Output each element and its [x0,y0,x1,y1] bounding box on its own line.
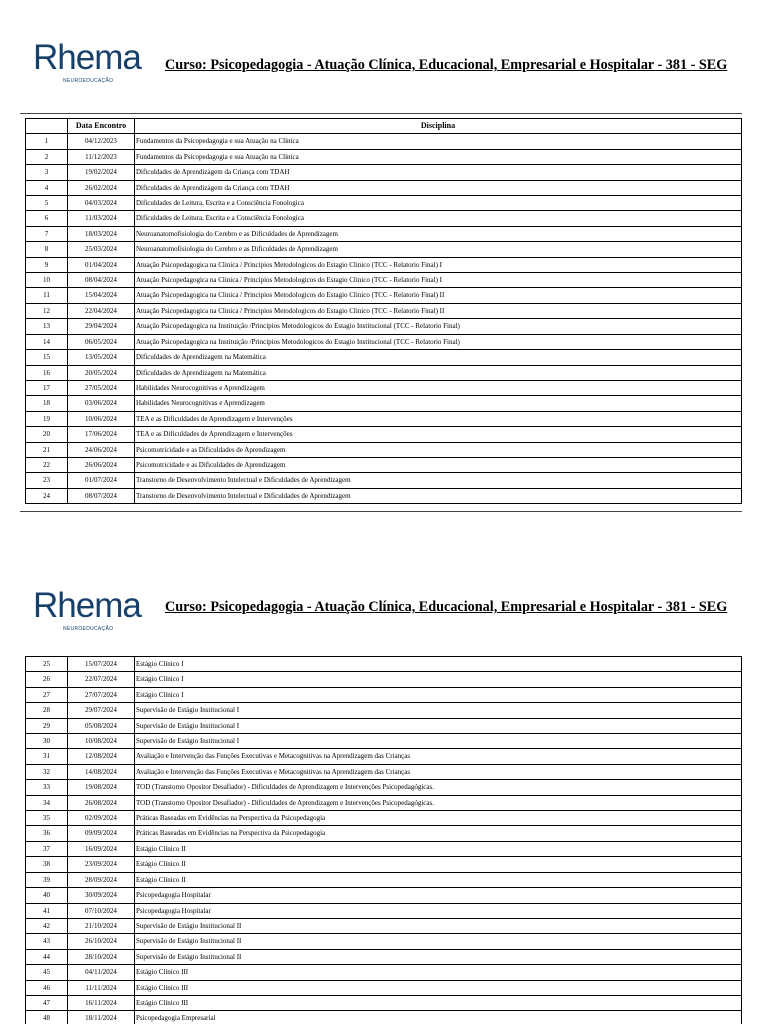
table-body [26,134,742,504]
row-discipline: Habilidades Neurocognitivas e Aprendizagem [135,380,742,395]
row-number: 15 [26,350,68,365]
row-date: 20/05/2024 [68,365,135,380]
table-row [26,780,742,795]
table-row [26,918,742,933]
row-date: 21/10/2024 [68,918,135,933]
row-number: 29 [26,718,68,733]
row-number: 40 [26,888,68,903]
row-date: 11/12/2023 [68,149,135,164]
row-date: 24/06/2024 [68,442,135,457]
row-number: 3 [26,165,68,180]
table-row [26,427,742,442]
row-date: 18/03/2024 [68,226,135,241]
row-discipline: Estágio Clínico II [135,872,742,887]
row-date: 26/06/2024 [68,457,135,472]
row-discipline: Atuação Psicopedagogica na Clinica / Principios Metodologicos do Estagio Clinico (TCC - Relatorio Final) II [135,288,742,303]
row-date: 04/03/2024 [68,196,135,211]
row-discipline: Supervisão de Estágio Institucional II [135,949,742,964]
table-row [26,134,742,149]
row-date: 19/02/2024 [68,165,135,180]
row-date: 28/09/2024 [68,872,135,887]
table-row [26,687,742,702]
page-header [0,540,768,650]
row-date: 30/09/2024 [68,888,135,903]
row-number: 31 [26,749,68,764]
table-row [26,703,742,718]
table-header-row [26,119,742,134]
table-row [26,211,742,226]
table-row [26,380,742,395]
row-discipline: Dificuldades de Leitura, Escrita e a Consciência Fonologica [135,211,742,226]
row-date: 03/06/2024 [68,396,135,411]
row-number: 2 [26,149,68,164]
table-row [26,826,742,841]
row-number: 25 [26,657,68,672]
row-discipline: Estágio Clínico I [135,672,742,687]
row-discipline: Supervisão de Estágio Institucional I [135,718,742,733]
rhema-logo [33,588,145,638]
course-title: Curso: Psicopedagogia - Atuação Clínica, Educacional, Empresarial e Hospitalar - 381 - SEG [165,57,728,73]
row-number: 44 [26,949,68,964]
table-row [26,965,742,980]
table-row [26,995,742,1010]
row-discipline: Dificuldades de Aprendizagem da Criança com TDAH [135,180,742,195]
row-date: 13/05/2024 [68,350,135,365]
row-number: 43 [26,934,68,949]
table-row [26,841,742,856]
table-row [26,180,742,195]
table-body [26,657,742,1024]
row-number: 37 [26,841,68,856]
header-rule [20,113,742,114]
row-discipline: Estágio Clínico II [135,841,742,856]
row-discipline: Supervisão de Estágio Institucional I [135,703,742,718]
row-date: 05/08/2024 [68,718,135,733]
row-date: 15/07/2024 [68,657,135,672]
table-row [26,718,742,733]
row-discipline: Dificuldades de Aprendizagem na Matemática [135,350,742,365]
table-row [26,319,742,334]
row-number: 1 [26,134,68,149]
row-number: 47 [26,995,68,1010]
row-date: 01/07/2024 [68,473,135,488]
table-row [26,165,742,180]
row-discipline: Neuroanatomofisiologia do Cerebro e as Dificuldades de Aprendizagem [135,226,742,241]
row-date: 16/09/2024 [68,841,135,856]
row-discipline: Dificuldades de Aprendizagem na Matemática [135,365,742,380]
row-number: 13 [26,319,68,334]
row-date: 22/07/2024 [68,672,135,687]
row-discipline: Psicomotricidade e as Dificuldades de Aprendizagem [135,442,742,457]
row-number: 16 [26,365,68,380]
table-row [26,396,742,411]
row-date: 08/04/2024 [68,273,135,288]
row-date: 04/11/2024 [68,965,135,980]
schedule-table [25,118,742,504]
rhema-logo [33,40,145,90]
row-number: 23 [26,473,68,488]
row-discipline: Neuroanatomofisiologia do Cerebro e as Dificuldades de Aprendizagem [135,242,742,257]
row-number: 32 [26,764,68,779]
row-number: 27 [26,687,68,702]
row-date: 22/04/2024 [68,303,135,318]
row-discipline: Habilidades Neurocognitivas e Aprendizagem [135,396,742,411]
row-number: 38 [26,857,68,872]
row-number: 21 [26,442,68,457]
table-row [26,795,742,810]
row-date: 29/04/2024 [68,319,135,334]
table-row [26,196,742,211]
table-row [26,257,742,272]
row-discipline: Psicopedagogia Empresarial [135,1011,742,1024]
row-discipline: Práticas Baseadas em Evidências na Perspectiva da Psicopedagogia [135,811,742,826]
row-discipline: Estágio Clínico III [135,965,742,980]
table-row [26,1011,742,1024]
row-date: 07/10/2024 [68,903,135,918]
course-title: Curso: Psicopedagogia - Atuação Clínica, Educacional, Empresarial e Hospitalar - 381 - SEG [165,599,728,615]
row-date: 06/05/2024 [68,334,135,349]
logo-wordmark: Rhema [33,38,141,77]
table-row [26,473,742,488]
row-discipline: Transtorno de Desenvolvimento Intelectual e Dificuldades de Aprendizagem [135,473,742,488]
row-date: 11/03/2024 [68,211,135,226]
row-date: 09/09/2024 [68,826,135,841]
row-date: 10/06/2024 [68,411,135,426]
row-date: 12/08/2024 [68,749,135,764]
row-discipline: Estágio Clínico III [135,995,742,1010]
row-discipline: Psicopedagogia Hospitalar [135,903,742,918]
row-number: 33 [26,780,68,795]
row-date: 26/10/2024 [68,934,135,949]
row-date: 02/09/2024 [68,811,135,826]
table-row [26,903,742,918]
row-number: 14 [26,334,68,349]
row-date: 26/02/2024 [68,180,135,195]
row-discipline: Estágio Clínico I [135,657,742,672]
page-2 [0,540,768,1024]
row-number: 26 [26,672,68,687]
table-row [26,749,742,764]
row-number: 48 [26,1011,68,1024]
row-date: 19/08/2024 [68,780,135,795]
row-number: 30 [26,734,68,749]
table-row [26,226,742,241]
row-number: 17 [26,380,68,395]
row-discipline: Transtorno de Desenvolvimento Intelectual e Dificuldades de Aprendizagem [135,488,742,503]
footer-rule [20,511,742,512]
row-discipline: Estágio Clínico III [135,980,742,995]
row-number: 20 [26,427,68,442]
row-discipline: Avaliação e Intervenção das Funções Executivas e Metacognitivas na Aprendizagem das Crianças [135,749,742,764]
row-date: 10/08/2024 [68,734,135,749]
row-date: 16/11/2024 [68,995,135,1010]
row-number: 42 [26,918,68,933]
row-number: 41 [26,903,68,918]
table-row [26,457,742,472]
row-date: 01/04/2024 [68,257,135,272]
table-row [26,365,742,380]
table-row [26,672,742,687]
row-discipline: Atuação Psicopedagogica na Clinica / Principios Metodologicos do Estagio Clinico (TCC - Relatorio Final) I [135,257,742,272]
row-date: 29/07/2024 [68,703,135,718]
row-discipline: Práticas Baseadas em Evidências na Perspectiva da Psicopedagogia [135,826,742,841]
row-number: 36 [26,826,68,841]
row-number: 5 [26,196,68,211]
row-date: 04/12/2023 [68,134,135,149]
table-row [26,350,742,365]
row-number: 18 [26,396,68,411]
table-row [26,811,742,826]
row-discipline: Supervisão de Estágio Institucional II [135,918,742,933]
row-date: 28/10/2024 [68,949,135,964]
table-row [26,149,742,164]
row-number: 28 [26,703,68,718]
row-number: 7 [26,226,68,241]
header-num [26,119,68,134]
row-number: 4 [26,180,68,195]
row-number: 10 [26,273,68,288]
table-row [26,242,742,257]
row-date: 25/03/2024 [68,242,135,257]
row-number: 22 [26,457,68,472]
table-row [26,334,742,349]
row-discipline: Estágio Clínico I [135,687,742,702]
row-number: 11 [26,288,68,303]
row-number: 8 [26,242,68,257]
row-date: 14/08/2024 [68,764,135,779]
row-number: 24 [26,488,68,503]
row-discipline: Fundamentos da Psicopedagogia e sua Atuação na Clínica [135,134,742,149]
row-discipline: TEA e as Dificuldades de Aprendizagem e Intervenções [135,411,742,426]
row-number: 19 [26,411,68,426]
logo-subtitle: NEUROEDUCAÇÃO [63,626,114,632]
row-date: 27/07/2024 [68,687,135,702]
row-number: 9 [26,257,68,272]
table-row [26,888,742,903]
logo-subtitle: NEUROEDUCAÇÃO [63,78,114,84]
row-number: 45 [26,965,68,980]
row-date: 15/04/2024 [68,288,135,303]
row-date: 26/08/2024 [68,795,135,810]
table-row [26,764,742,779]
row-discipline: Dificuldades de Leitura, Escrita e a Consciência Fonologica [135,196,742,211]
row-number: 12 [26,303,68,318]
row-date: 17/06/2024 [68,427,135,442]
header-date: Data Encontro [68,119,135,134]
row-discipline: Estágio Clínico II [135,857,742,872]
header-discipline: Disciplina [135,119,742,134]
row-discipline: Psicopedagogia Hospitalar [135,888,742,903]
row-discipline: Supervisão de Estágio Institucional II [135,934,742,949]
table-row [26,949,742,964]
row-discipline: TOD (Transtorno Opositor Desafiador) - Dificuldades de Aprendizagem e Intervenções Psicopedagógicas. [135,780,742,795]
row-discipline: Dificuldades de Aprendizagem da Criança com TDAH [135,165,742,180]
row-number: 46 [26,980,68,995]
table-row [26,657,742,672]
row-discipline: TOD (Transtorno Opositor Desafiador) - Dificuldades de Aprendizagem e Intervenções Psicopedagógicas. [135,795,742,810]
row-discipline: Psicomotricidade e as Dificuldades de Aprendizagem [135,457,742,472]
row-discipline: Atuação Psicopedagogica na Clinica / Principios Metodologicos do Estagio Clinico (TCC - Relatorio Final) I [135,273,742,288]
row-discipline: TEA e as Dificuldades de Aprendizagem e Intervenções [135,427,742,442]
row-discipline: Supervisão de Estágio Institucional I [135,734,742,749]
table-row [26,872,742,887]
row-date: 08/07/2024 [68,488,135,503]
table-row [26,734,742,749]
row-discipline: Atuação Psicopedagogica na Instituição /Principios Metodologicos do Estagio Institucional (TCC - Relatorio Final) [135,334,742,349]
table-row [26,488,742,503]
table-row [26,288,742,303]
row-date: 27/05/2024 [68,380,135,395]
row-date: 18/11/2024 [68,1011,135,1024]
row-number: 35 [26,811,68,826]
table-row [26,303,742,318]
table-row [26,411,742,426]
table-row [26,857,742,872]
page-gap [0,520,768,540]
page-header [0,0,768,110]
table-row [26,934,742,949]
row-number: 34 [26,795,68,810]
row-discipline: Atuação Psicopedagogica na Instituição /Principios Metodologicos do Estagio Institucional (TCC - Relatorio Final) [135,319,742,334]
row-number: 6 [26,211,68,226]
table-row [26,980,742,995]
row-discipline: Avaliação e Intervenção das Funções Executivas e Metacognitivas na Aprendizagem das Crianças [135,764,742,779]
row-discipline: Atuação Psicopedagogica na Clinica / Principios Metodologicos do Estagio Clinico (TCC - Relatorio Final) II [135,303,742,318]
row-number: 39 [26,872,68,887]
table-row [26,273,742,288]
row-date: 23/09/2024 [68,857,135,872]
table-row [26,442,742,457]
row-discipline: Fundamentos da Psicopedagogia e sua Atuação na Clínica [135,149,742,164]
row-date: 11/11/2024 [68,980,135,995]
schedule-table [25,656,742,1024]
logo-wordmark: Rhema [33,586,141,625]
